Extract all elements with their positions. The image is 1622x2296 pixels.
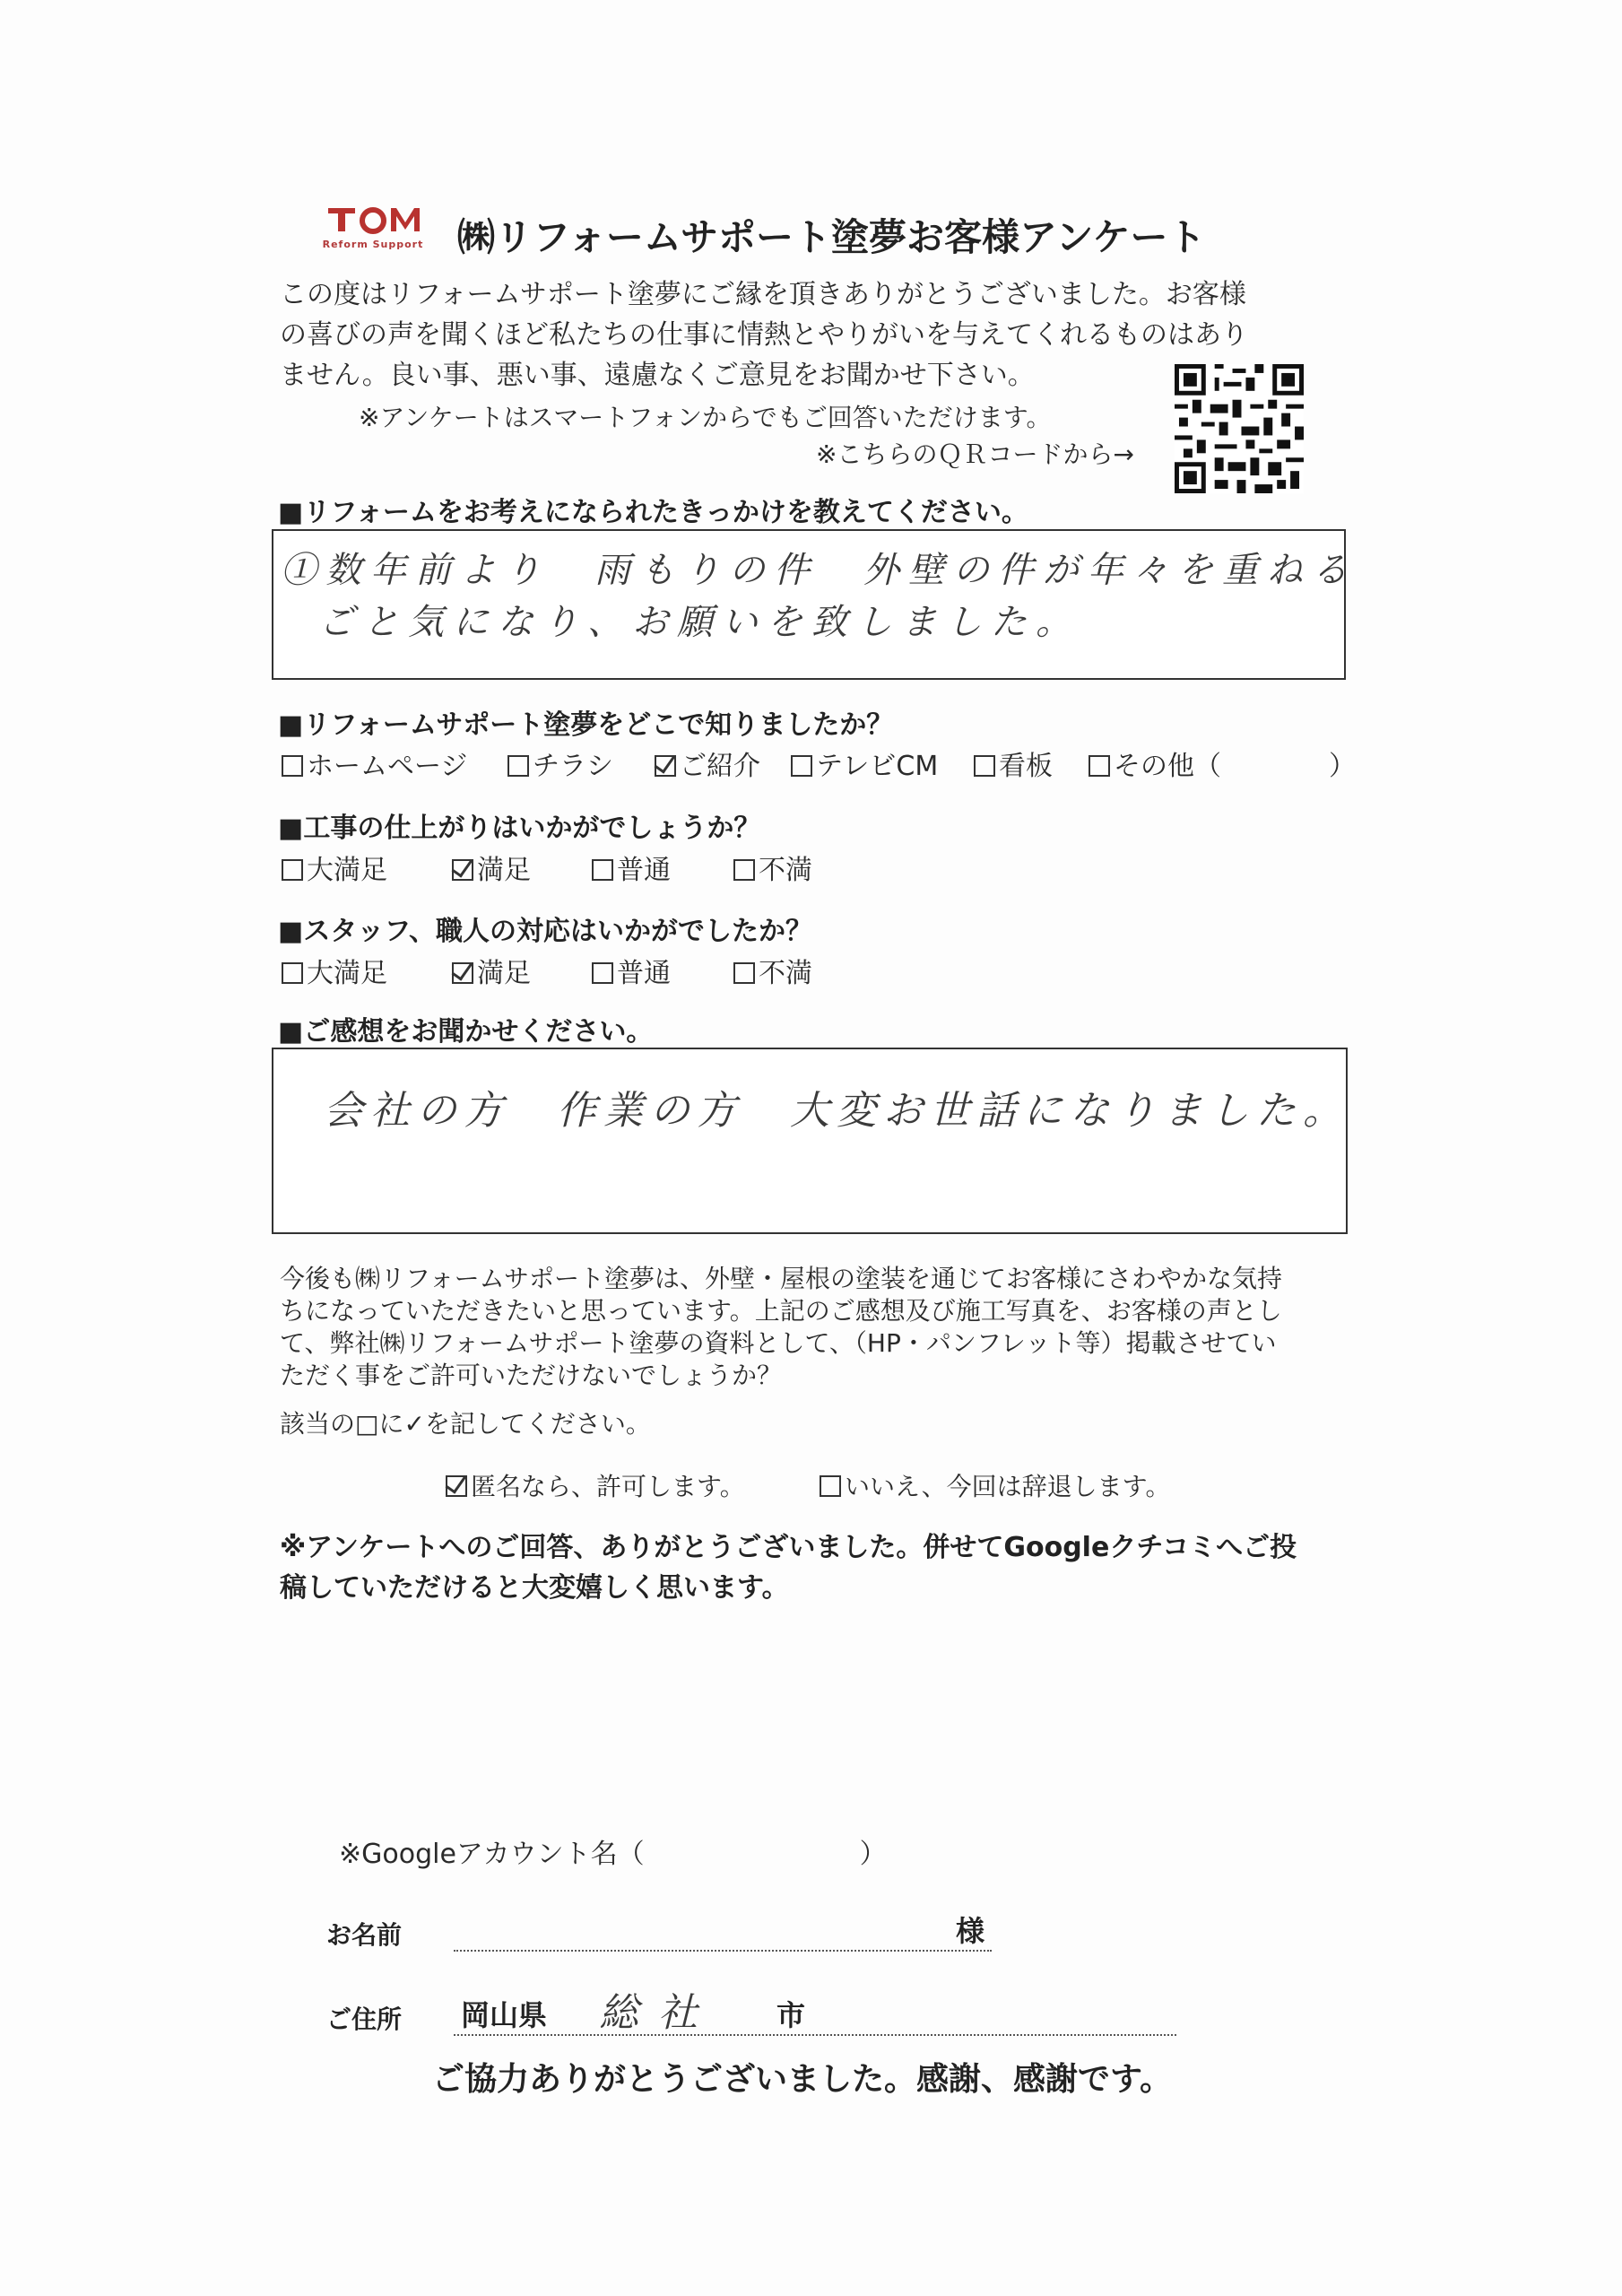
q2-option-referral[interactable]: ご紹介 [655, 744, 760, 783]
q2-option-flyer[interactable]: チラシ [507, 744, 613, 783]
address-field[interactable] [454, 1984, 1176, 2036]
q4-label: ■スタッフ、職人の対応はいかがでしたか？ [278, 916, 812, 947]
smartphone-note: ※アンケートはスマートフォンからでもご回答いただけます。 [359, 403, 1052, 432]
checkbox[interactable] [507, 755, 529, 777]
address-label: ご住所 [326, 2005, 403, 2034]
checkbox-checked[interactable] [452, 962, 473, 984]
qr-note: ※こちらのＱＲコードから→ [816, 439, 1134, 469]
name-label: お名前 [326, 1920, 403, 1950]
q3-option-dissatisfied[interactable]: 不満 [733, 848, 812, 887]
q3-option-average[interactable]: 普通 [592, 848, 671, 887]
checkbox[interactable] [733, 859, 755, 881]
q1-label: ■リフォームをお考えになられたきっかけを教えてください。 [278, 497, 1028, 528]
permission-line-3: て、弊社㈱リフォームサポート塗夢の資料として、（HP・パンフレット等）掲載させてい [280, 1328, 1277, 1358]
permission-line-2: ちになっていただきたいと思っています。上記のご感想及び施工写真を、お客様の声とし [280, 1296, 1282, 1326]
google-thanks-line-1: ※アンケートへのご回答、ありがとうございました。併せてGoogleクチコミへご投 [280, 1532, 1297, 1563]
q1-answer-line-2: ごと気になり、お願いを致しました。 [318, 602, 1080, 643]
checkbox[interactable] [282, 962, 303, 984]
checkbox-checked[interactable] [655, 755, 676, 777]
checkbox[interactable] [592, 962, 613, 984]
name-field[interactable] [454, 1903, 992, 1952]
checkbox[interactable] [282, 755, 303, 777]
q3-option-satisfied[interactable]: 満足 [452, 848, 531, 887]
logo-mark [326, 204, 423, 235]
survey-title: ㈱リフォームサポート塗夢お客様アンケート [457, 215, 1206, 259]
address-city-handwritten: 総社 [599, 1990, 717, 2036]
q5-answer-box[interactable] [272, 1048, 1348, 1234]
footer-thanks: ご協力ありがとうございました。感謝、感謝です。 [432, 2061, 1173, 2098]
q3-option-very-satisfied[interactable]: 大満足 [282, 848, 387, 887]
q5-answer-text: 会社の方 作業の方 大変お世話になりました。 [324, 1088, 1349, 1134]
q2-option-signboard[interactable]: 看板 [974, 744, 1053, 783]
permission-instruction: 該当の□に✓を記してください。 [280, 1409, 651, 1439]
q4-option-satisfied[interactable]: 満足 [452, 951, 531, 990]
q2-label: ■リフォームサポート塗夢をどこで知りましたか？ [278, 709, 894, 741]
permission-line-4: ただく事をご許可いただけないでしょうか？ [280, 1361, 783, 1390]
permission-option-no[interactable]: いいえ、今回は辞退します。 [820, 1467, 1170, 1503]
checkbox-checked[interactable] [446, 1475, 467, 1497]
checkbox[interactable] [592, 859, 613, 881]
q3-label: ■工事の仕上がりはいかがでしょうか？ [278, 813, 761, 844]
q2-option-other[interactable]: その他（ ） [1089, 744, 1356, 783]
q2-option-tv-cm[interactable]: テレビCM [791, 744, 938, 783]
checkbox[interactable] [1089, 755, 1110, 777]
intro-line-2: の喜びの声を聞くほど私たちの仕事に情熱とやりがいを与えてくれるものはあり [280, 319, 1248, 351]
checkbox[interactable] [791, 755, 812, 777]
permission-option-yes[interactable]: 匿名なら、許可します。 [446, 1467, 745, 1503]
q4-option-average[interactable]: 普通 [592, 951, 671, 990]
qr-code[interactable] [1175, 364, 1304, 493]
q1-answer-line-1: ①数年前より 雨もりの件 外壁の件が年々を重ねる [281, 550, 1357, 591]
name-suffix: 様 [956, 1914, 985, 1948]
address-city-suffix: 市 [776, 1998, 806, 2032]
checkbox[interactable] [974, 755, 995, 777]
q4-option-dissatisfied[interactable]: 不満 [733, 951, 812, 990]
logo-subtitle: Reform Support [322, 239, 424, 250]
address-prefecture: 岡山県 [461, 1998, 548, 2032]
checkbox-checked[interactable] [452, 859, 473, 881]
q4-option-very-satisfied[interactable]: 大満足 [282, 951, 387, 990]
checkbox[interactable] [282, 859, 303, 881]
checkbox[interactable] [820, 1475, 841, 1497]
google-account-field[interactable]: ※Googleアカウント名（ ） [339, 1839, 887, 1870]
google-thanks-line-2: 稿していただけると大変嬉しく思います。 [280, 1572, 789, 1604]
checkbox[interactable] [733, 962, 755, 984]
q5-label: ■ご感想をお聞かせください。 [278, 1016, 654, 1048]
company-logo [319, 199, 427, 255]
permission-line-1: 今後も㈱リフォームサポート塗夢は、外壁・屋根の塗装を通じてお客様にさわやかな気持 [280, 1264, 1283, 1293]
q1-answer-box[interactable] [272, 529, 1357, 680]
q2-option-homepage[interactable]: ホームページ [282, 744, 467, 783]
intro-line-3: ません。良い事、悪い事、遠慮なくご意見をお聞かせ下さい。 [280, 360, 1035, 391]
intro-line-1: この度はリフォームサポート塗夢にご縁を頂きありがとうございました。お客様 [280, 279, 1246, 310]
